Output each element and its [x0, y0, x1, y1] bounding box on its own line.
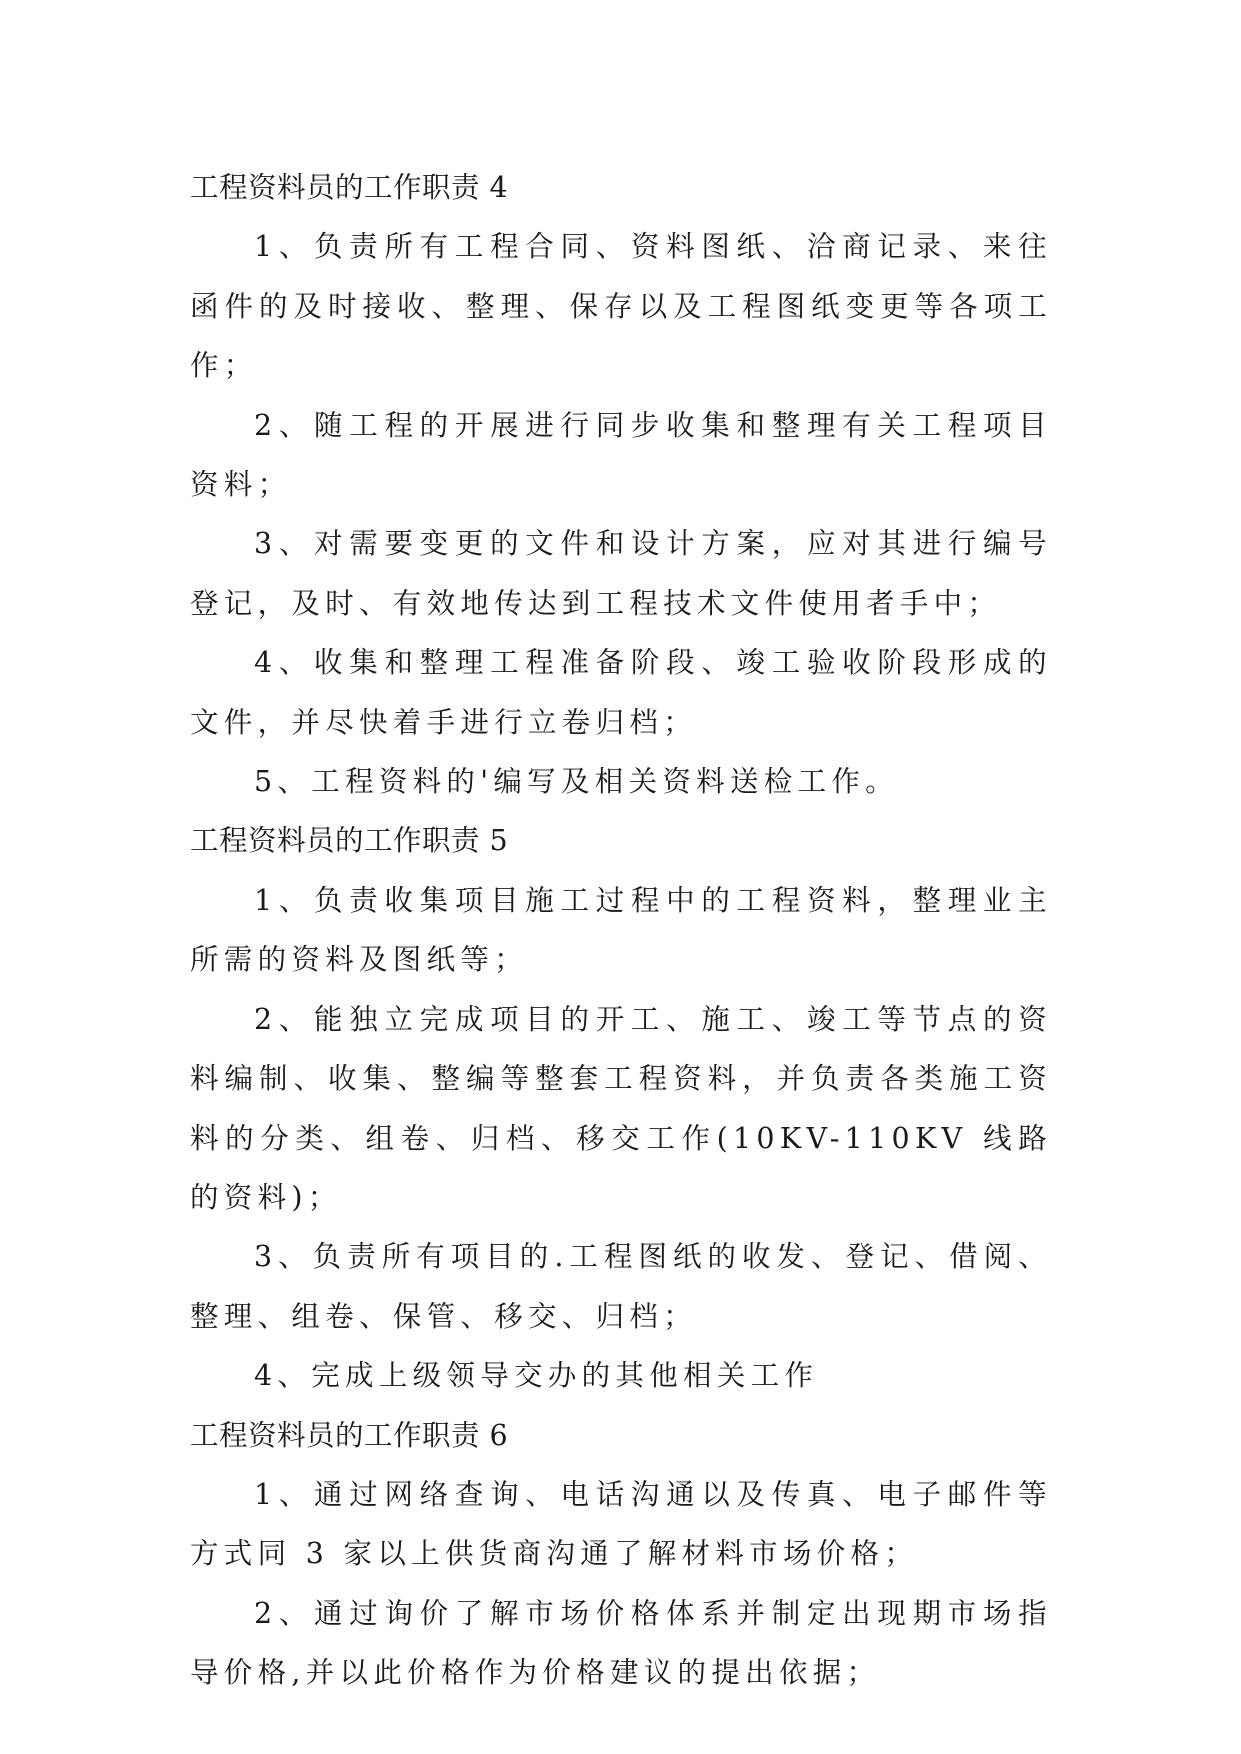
section-title: 工程资料员的工作职责 4 [190, 171, 509, 204]
list-item: 2、能独立完成项目的开工、施工、竣工等节点的资料编制、收集、整编等整套工程资料，并负责各类施工资料的分类、组卷、归档、移交工作(10KV-110KV 线路的资料)； [190, 1002, 1052, 1214]
list-item: 2、通过询价了解市场价格体系并制定出现期市场指导价格,并以此价格作为价格建议的提出依据； [190, 1596, 1052, 1690]
list-item: 4、收集和整理工程准备阶段、竣工验收阶段形成的文件，并尽快着手进行立卷归档； [190, 646, 1052, 739]
list-item: 2、随工程的开展进行同步收集和整理有关工程项目资料； [190, 408, 1052, 502]
list-item: 5、工程资料的'编写及相关资料送检工作。 [254, 765, 899, 799]
section-duties-6 [190, 1406, 1052, 1703]
section-title: 工程资料员的工作职责 5 [190, 824, 509, 858]
document-body [190, 158, 1052, 1703]
list-item: 3、对需要变更的文件和设计方案，应对其进行编号登记，及时、有效地传达到工程技术文件使用者手中； [190, 527, 1052, 620]
section-title: 工程资料员的工作职责 6 [190, 1418, 509, 1452]
list-item: 4、完成上级领导交办的其他相关工作 [254, 1359, 819, 1393]
section-duties-4 [190, 158, 1052, 811]
list-item: 1、负责所有工程合同、资料图纸、洽商记录、来往函件的及时接收、整理、保存以及工程图纸变更等各项工作； [190, 230, 1052, 383]
list-item: 3、负责所有项目的.工程图纸的收发、登记、借阅、整理、组卷、保管、移交、归档； [190, 1240, 1052, 1333]
section-duties-5 [190, 811, 1052, 1405]
list-item: 1、通过网络查询、电话沟通以及传真、电子邮件等方式同 3 家以上供货商沟通了解材料市场价格； [190, 1477, 1052, 1571]
list-item: 1、负责收集项目施工过程中的工程资料，整理业主所需的资料及图纸等； [190, 883, 1052, 977]
